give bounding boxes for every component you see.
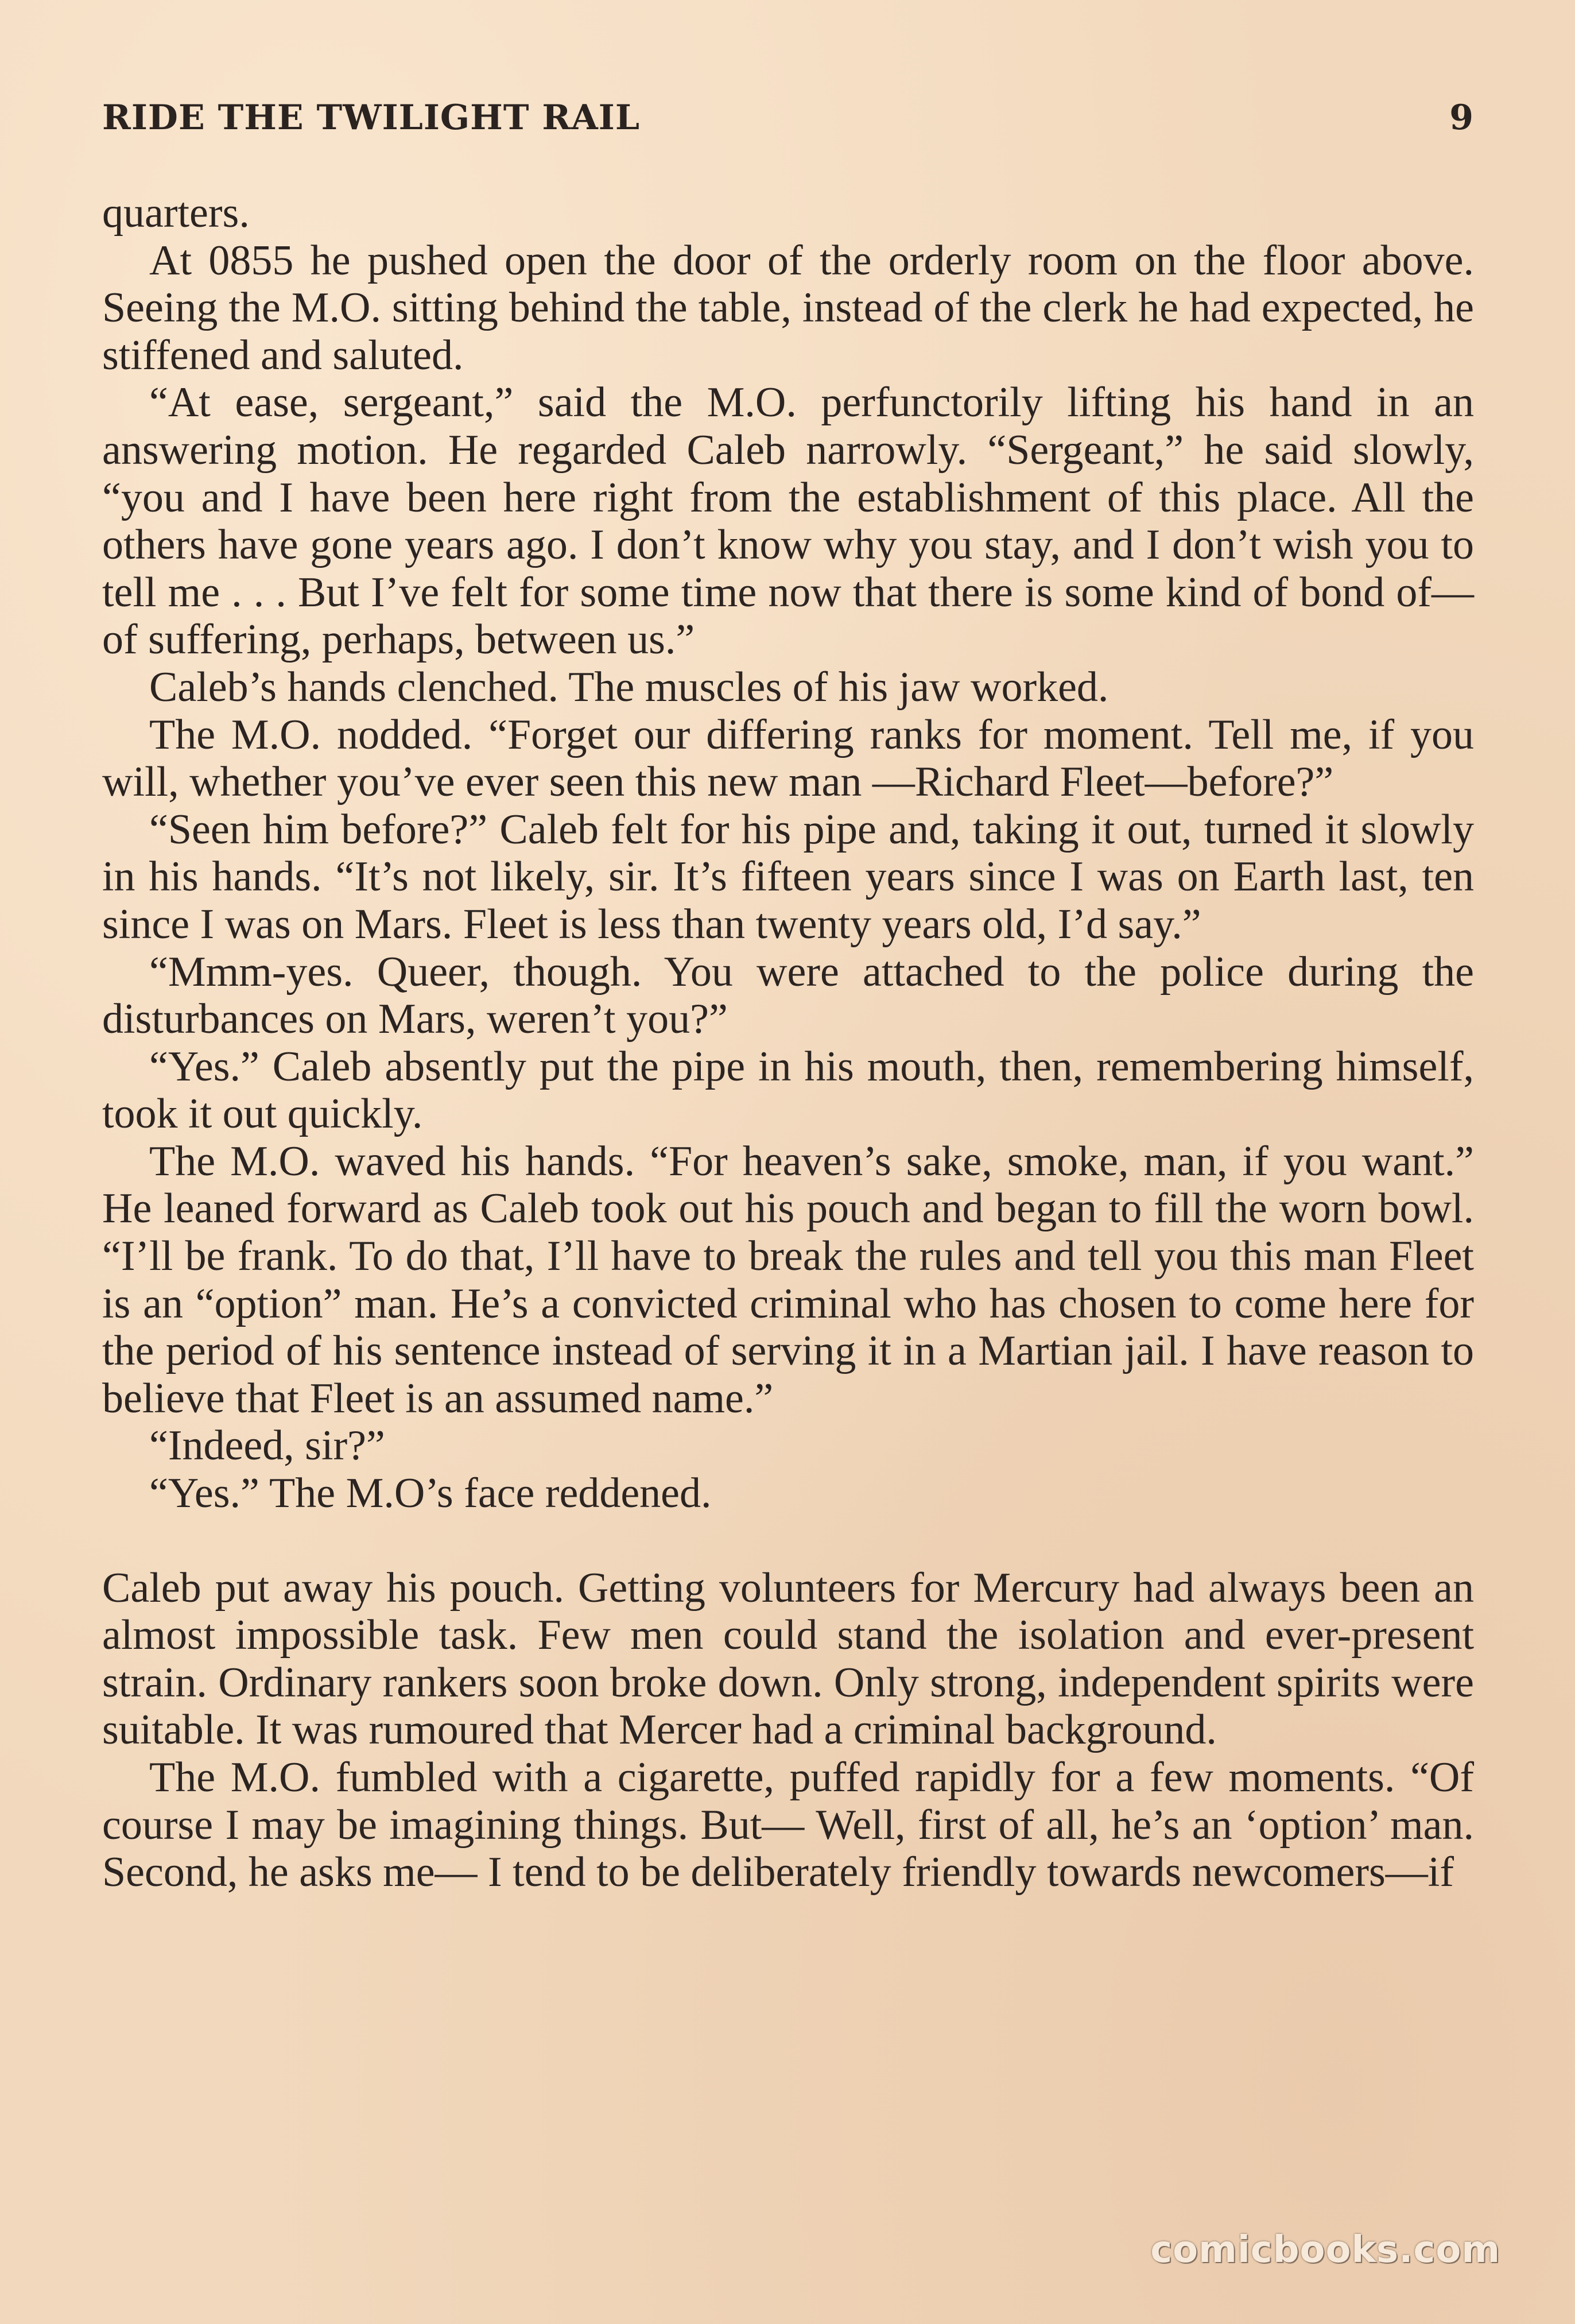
paragraph: The M.O. nodded. “Forget our differing ranks for moment. Tell me, if you will, whether you’ve ever seen this new man —Richard Fleet—before?”: [102, 711, 1474, 806]
running-title: RIDE THE TWILIGHT RAIL: [102, 98, 641, 138]
paragraph: quarters.: [102, 189, 250, 237]
paragraph: “Seen him before?” Caleb felt for his pipe and, taking it out, turned it slowly in his hands. “It’s not likely, sir. It’s fifteen years since I was on Earth last, ten since I was on Mars. Fleet is less than twenty years old, I’d say.”: [102, 805, 1474, 948]
watermark-logo: comicbooks.com: [1150, 2229, 1500, 2271]
paragraph: “Mmm-yes. Queer, though. You were attached to the police during the disturbances on Mars, weren’t you?”: [102, 948, 1474, 1043]
paragraph: At 0855 he pushed open the door of the orderly room on the floor above. Seeing the M.O. sitting behind the table, instead of the clerk he had expected, he stiffened and saluted.: [102, 237, 1474, 379]
paragraph: “Yes.” The M.O’s face reddened.: [149, 1470, 712, 1517]
paragraph: “Indeed, sir?”: [149, 1422, 385, 1470]
page-number: 9: [1449, 98, 1474, 138]
paragraph: “Yes.” Caleb absently put the pipe in his mouth, then, remembering himself, took it out quickly.: [102, 1043, 1474, 1138]
paragraph: Caleb’s hands clenched. The muscles of his jaw worked.: [149, 663, 1109, 711]
body-text: [102, 189, 1474, 1896]
paragraph-section-start: Caleb put away his pouch. Getting volunteers for Mercury had always been an almost impossible task. Few men could stand the isolation and ever-present strain. Ordinary rankers soon broke down. Only strong, independent spirits were suitable. It was rumoured that Mercer had a criminal background.: [102, 1564, 1474, 1754]
paragraph: The M.O. fumbled with a cigarette, puffed rapidly for a few moments. “Of course I may be imagining things. But— Well, first of all, he’s an ‘option’ man. Second, he asks me— I tend to be deliberately friendly towards newcomers—if: [102, 1754, 1474, 1896]
paragraph: The M.O. waved his hands. “For heaven’s sake, smoke, man, if you want.” He leaned forward as Caleb took out his pouch and began to fill the worn bowl. “I’ll be frank. To do that, I’ll have to break the rules and tell you this man Fleet is an “option” man. He’s a convicted criminal who has chosen to come here for the period of his sentence instead of serving it in a Martian jail. I have reason to believe that Fleet is an assumed name.”: [102, 1137, 1474, 1422]
running-header: [102, 98, 1474, 144]
paragraph: “At ease, sergeant,” said the M.O. perfunctorily lifting his hand in an answering motion. He regarded Caleb narrowly. “Sergeant,” he said slowly, “you and I have been here right from the establishment of this place. All the others have gone years ago. I don’t know why you stay, and I don’t wish you to tell me . . . But I’ve felt for some time now that there is some kind of bond of—of suffering, perhaps, between us.”: [102, 379, 1474, 664]
